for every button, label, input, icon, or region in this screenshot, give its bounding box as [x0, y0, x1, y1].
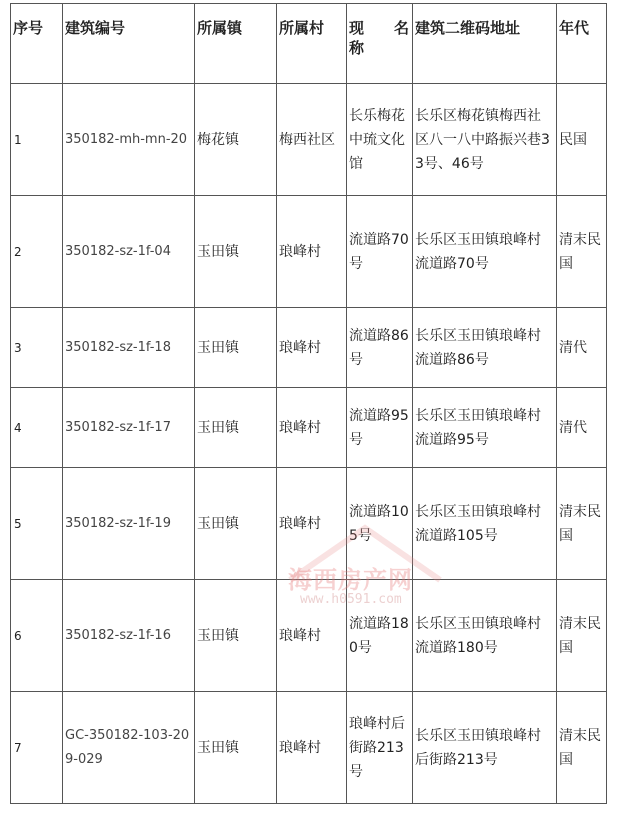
header-era: 年代: [557, 4, 607, 84]
cell-current-name: 流道路86号: [347, 308, 413, 388]
cell-town: 玉田镇: [195, 468, 277, 580]
cell-village: 琅峰村: [277, 196, 347, 308]
cell-building-code: GC-350182-103-209-029: [63, 692, 195, 804]
watermark-url: www.h0591.com: [300, 592, 402, 607]
header-village: 所属村: [277, 4, 347, 84]
header-index: 序号: [11, 4, 63, 84]
cell-building-code: 350182-mh-mn-20: [63, 84, 195, 196]
cell-current-name: 流道路180号: [347, 580, 413, 692]
table-header-row: [11, 4, 607, 84]
cell-index: 5: [11, 468, 63, 580]
table-row: [11, 580, 607, 692]
cell-qr-address: 长乐区玉田镇琅峰村流道路95号: [413, 388, 557, 468]
cell-village: 琅峰村: [277, 308, 347, 388]
cell-era: 清代: [557, 308, 607, 388]
cell-index: 2: [11, 196, 63, 308]
cell-building-code: 350182-sz-1f-18: [63, 308, 195, 388]
table-row: [11, 308, 607, 388]
table-row: [11, 388, 607, 468]
cell-index: 7: [11, 692, 63, 804]
header-building-code: 建筑编号: [63, 4, 195, 84]
table-row: [11, 468, 607, 580]
cell-qr-address: 长乐区玉田镇琅峰村流道路70号: [413, 196, 557, 308]
header-current-name: 现 名称: [347, 4, 413, 84]
cell-current-name: 长乐梅花中琉文化馆: [347, 84, 413, 196]
cell-qr-address: 长乐区玉田镇琅峰村后街路213号: [413, 692, 557, 804]
header-town: 所属镇: [195, 4, 277, 84]
cell-building-code: 350182-sz-1f-04: [63, 196, 195, 308]
cell-town: 玉田镇: [195, 388, 277, 468]
table-row: [11, 196, 607, 308]
cell-building-code: 350182-sz-1f-19: [63, 468, 195, 580]
cell-current-name: 流道路95号: [347, 388, 413, 468]
cell-village: 琅峰村: [277, 468, 347, 580]
cell-town: 玉田镇: [195, 580, 277, 692]
cell-index: 6: [11, 580, 63, 692]
cell-index: 1: [11, 84, 63, 196]
cell-current-name: 流道路70号: [347, 196, 413, 308]
header-qr-address: 建筑二维码地址: [413, 4, 557, 84]
cell-town: 梅花镇: [195, 84, 277, 196]
cell-town: 玉田镇: [195, 692, 277, 804]
cell-building-code: 350182-sz-1f-17: [63, 388, 195, 468]
cell-town: 玉田镇: [195, 308, 277, 388]
cell-qr-address: 长乐区梅花镇梅西社区八一八中路振兴巷33号、46号: [413, 84, 557, 196]
cell-village: 梅西社区: [277, 84, 347, 196]
cell-village: 琅峰村: [277, 580, 347, 692]
cell-era: 清代: [557, 388, 607, 468]
cell-era: 清末民国: [557, 692, 607, 804]
cell-index: 3: [11, 308, 63, 388]
cell-qr-address: 长乐区玉田镇琅峰村流道路105号: [413, 468, 557, 580]
cell-era: 清末民国: [557, 468, 607, 580]
cell-building-code: 350182-sz-1f-16: [63, 580, 195, 692]
watermark-text: 海西房产网: [288, 566, 413, 594]
cell-qr-address: 长乐区玉田镇琅峰村流道路86号: [413, 308, 557, 388]
cell-era: 民国: [557, 84, 607, 196]
cell-era: 清末民国: [557, 580, 607, 692]
cell-town: 玉田镇: [195, 196, 277, 308]
cell-qr-address: 长乐区玉田镇琅峰村流道路180号: [413, 580, 557, 692]
table-row: [11, 692, 607, 804]
cell-current-name: 流道路105号: [347, 468, 413, 580]
cell-village: 琅峰村: [277, 692, 347, 804]
heritage-building-table: [10, 3, 607, 804]
cell-era: 清末民国: [557, 196, 607, 308]
table-row: [11, 84, 607, 196]
cell-village: 琅峰村: [277, 388, 347, 468]
cell-current-name: 琅峰村后街路213号: [347, 692, 413, 804]
cell-index: 4: [11, 388, 63, 468]
